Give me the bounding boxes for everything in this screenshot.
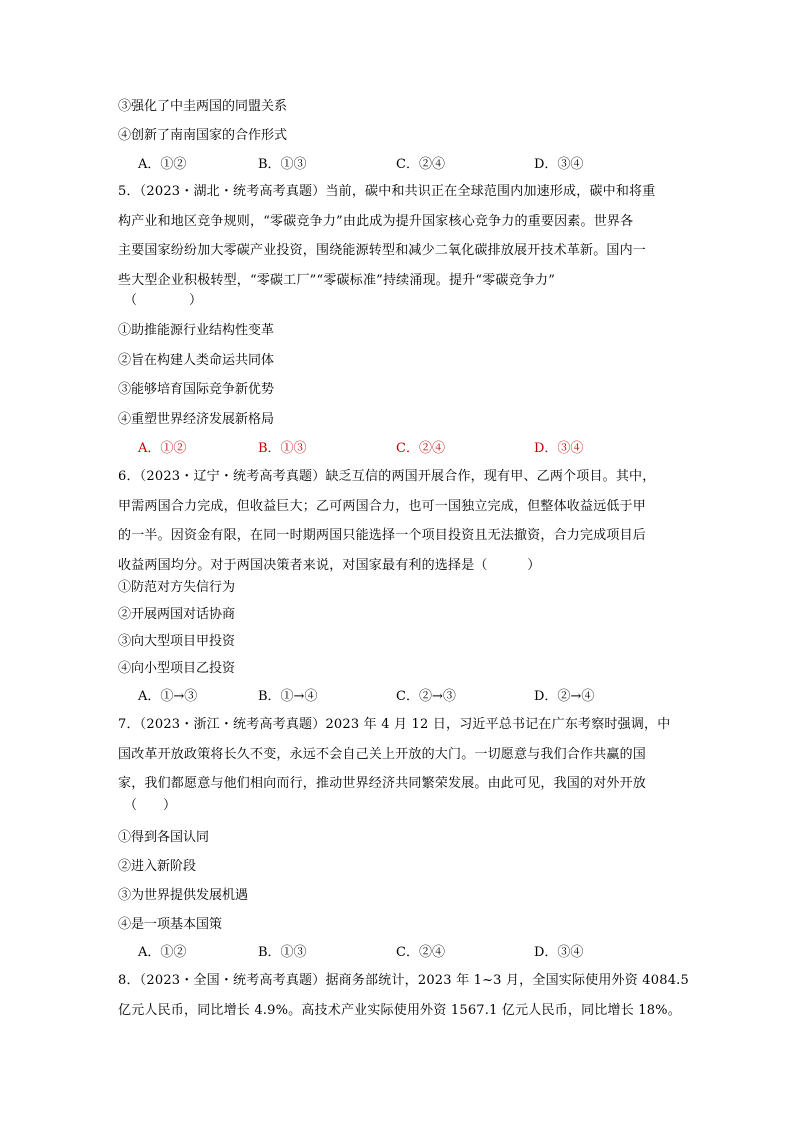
q6-item-4: ④向小型项目乙投资 xyxy=(118,661,236,676)
q4-option-c[interactable]: C．②④ xyxy=(396,157,445,172)
q6-stem-line: 甲需两国合力完成，但收益巨大；乙可两国合力，也可一国独立完成，但整体收益远低于甲 xyxy=(118,498,647,514)
q7-option-b[interactable]: B．①③ xyxy=(258,945,307,960)
q7-stem-line: 家，我们都愿意与他们相向而行，推动世界经济共同繁荣发展。由此可见，我国的对外开放 xyxy=(118,776,647,791)
q7-answer-blank: （ ） xyxy=(124,798,177,813)
q5-item-4: ④重塑世界经济发展新格局 xyxy=(118,412,275,427)
q8-stem-line: 亿元人民币，同比增长 4.9%。高技术产业实际使用外资 1567.1 亿元人民币，同比增长 18%。 xyxy=(118,1002,681,1018)
q7-options xyxy=(138,944,698,962)
q5-item-1: ①助推能源行业结构性变革 xyxy=(118,323,275,338)
q7-option-c[interactable]: C．②④ xyxy=(396,945,445,960)
q6-option-a[interactable]: A．①→③ xyxy=(138,689,198,704)
q4-option-a[interactable]: A．①② xyxy=(138,157,187,172)
q5-option-a[interactable]: A．①② xyxy=(138,441,187,456)
q7-option-a[interactable]: A．①② xyxy=(138,945,187,960)
q5-stem-line: 5．（2023・湖北・统考高考真题）当前，碳中和共识正在全球范围内加速形成，碳中和将重 xyxy=(118,184,656,199)
q7-stem-line: 国改革开放政策将长久不变，永远不会自己关上开放的大门。一切愿意与我们合作共赢的国 xyxy=(118,746,647,762)
q5-stem-line: 构产业和地区竞争规则，“零碳竞争力”由此成为提升国家核心竞争力的重要因素。世界各 xyxy=(118,213,634,229)
q7-option-d[interactable]: D．③④ xyxy=(534,945,584,960)
q7-item-1: ①得到各国认同 xyxy=(118,830,210,845)
q6-item-1: ①防范对方失信行为 xyxy=(118,580,236,595)
q4-option-b[interactable]: B．①③ xyxy=(258,157,307,172)
q8-stem-line: 8．（2023・全国・统考高考真题）据商务部统计，2023 年 1~3 月，全国实际使用外资 4084.5 xyxy=(118,973,689,988)
q7-item-4: ④是一项基本国策 xyxy=(118,917,223,932)
q6-option-b[interactable]: B．①→④ xyxy=(258,689,318,704)
q7-item-3: ③为世界提供发展机遇 xyxy=(118,888,249,903)
q4-item-4: ④创新了南南国家的合作形式 xyxy=(118,128,288,143)
q6-option-c[interactable]: C．②→③ xyxy=(396,689,456,704)
q7-item-2: ②进入新阶段 xyxy=(118,859,197,874)
q7-stem xyxy=(118,710,698,799)
q5-stem xyxy=(118,177,698,295)
q6-option-d[interactable]: D．②→④ xyxy=(534,689,595,704)
q5-option-d[interactable]: D．③④ xyxy=(534,441,584,456)
q5-option-b[interactable]: B．①③ xyxy=(258,441,307,456)
q4-item-3: ③强化了中圭两国的同盟关系 xyxy=(118,99,288,114)
q5-stem-line: 些大型企业积极转型，“零碳工厂”“零碳标准”持续涌现。提升“零碳竞争力” xyxy=(118,272,556,288)
q8-stem xyxy=(118,966,698,1025)
q6-item-3: ③向大型项目甲投资 xyxy=(118,634,236,649)
q7-stem-line: 7．（2023・浙江・统考高考真题）2023 年 4 月 12 日，习近平总书记在广东考察时强调，中 xyxy=(118,717,671,732)
q5-stem-line: 主要国家纷纷加大零碳产业投资，围绕能源转型和减少二氧化碳排放展开技术革新。国内一 xyxy=(118,243,647,258)
q6-stem-line: 收益两国均分。对于两国决策者来说，对国家最有利的选择是（ ） xyxy=(118,557,541,573)
q6-options xyxy=(138,688,698,706)
q6-item-2: ②开展两国对话协商 xyxy=(118,607,236,622)
q5-answer-blank: （ ） xyxy=(124,293,203,308)
q5-item-2: ②旨在构建人类命运共同体 xyxy=(118,353,275,368)
q5-options xyxy=(138,440,698,458)
q6-stem xyxy=(118,462,698,580)
q5-option-c[interactable]: C．②④ xyxy=(396,441,445,456)
q6-stem-line: 6．（2023・辽宁・统考高考真题）缺乏互信的两国开展合作，现有甲、乙两个项目。其中， xyxy=(118,469,656,484)
q5-item-3: ③能够培育国际竞争新优势 xyxy=(118,382,275,397)
q4-options xyxy=(138,156,698,174)
q4-option-d[interactable]: D．③④ xyxy=(534,157,584,172)
q6-stem-line: 的一半。因资金有限，在同一时期两国只能选择一个项目投资且无法撤资，合力完成项目后 xyxy=(118,528,647,543)
